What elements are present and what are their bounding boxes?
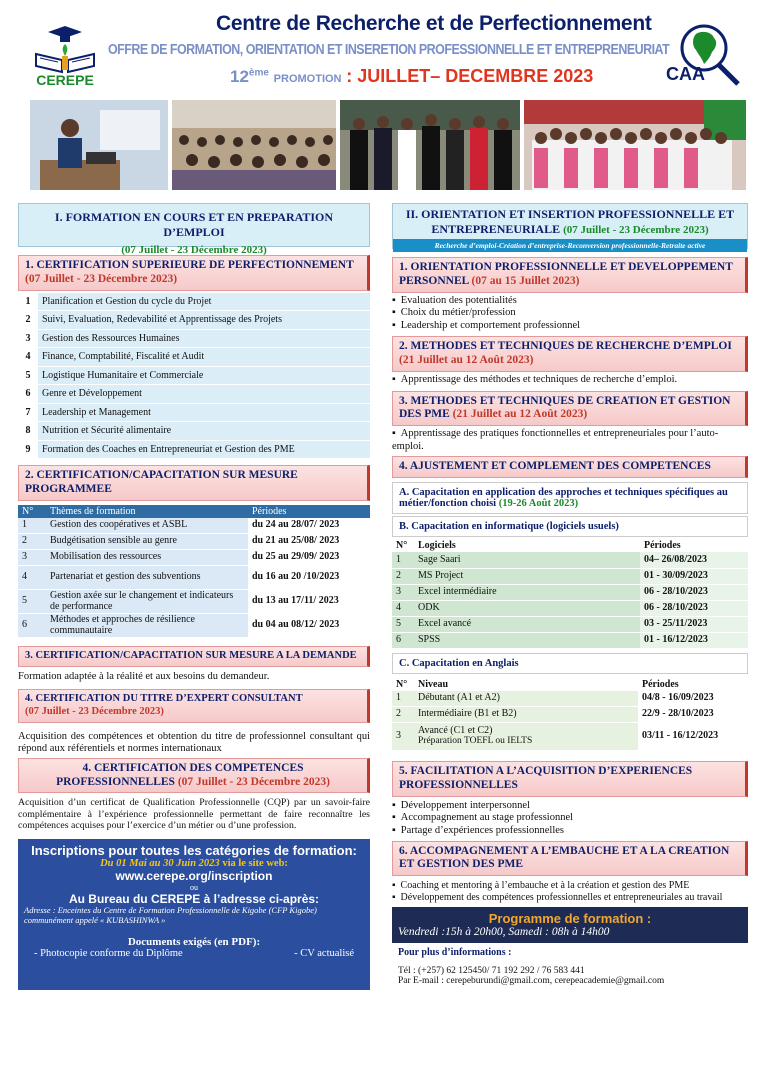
list-item <box>18 367 370 386</box>
doc-diploma: - Photocopie conforme du Diplôme <box>34 947 183 959</box>
right-s5-bullets <box>392 800 748 838</box>
item-text: Genre et Développement <box>42 388 142 400</box>
inscriptions-period-line <box>24 858 364 869</box>
list-item: ▪ Apprentissage des méthodes et techniques de recherche d’emploi. <box>392 374 748 387</box>
left-s3-title-text: 3. CERTIFICATION/CAPACITATION SUR MESURE A LA DEMANDE <box>25 650 357 662</box>
cell-period: du 24 au 28/07/ 2023 <box>248 518 370 534</box>
cell-theme: Mobilisation des ressources <box>46 550 248 566</box>
list-item: ▪ Coaching et mentoring à l’embauche et à la création et gestion des PME <box>392 880 748 892</box>
left-s4-text: Acquisition des compétences et obtention du titre de professionnel consultant qui répond aux référentiels et normes internationaux <box>18 730 370 755</box>
table-row <box>392 616 748 632</box>
right-section-header <box>392 203 748 249</box>
right-s2-bullets <box>392 374 748 387</box>
col-num: N° <box>392 678 414 691</box>
cell-theme: Méthodes et approches de résilience communautaire <box>46 614 248 638</box>
cell-theme: Gestion des coopératives et ASBL <box>46 518 248 534</box>
left-s1-title <box>18 255 370 291</box>
item-num: 8 <box>18 422 38 440</box>
right-s1-title <box>392 257 748 293</box>
table-header <box>392 539 748 552</box>
right-s2-title <box>392 336 748 372</box>
left-s5-title-text: 4. CERTIFICATION DES COMPETENCES PROFESSIONNELLES <box>56 761 304 788</box>
left-s5-text: Acquisition d’un certificat de Qualification Professionnelle (CQP) par un savoir-faire complémentaire à l’expérience professionnelle permettant de faire reconnaître les compétences acquises pour l’exercice d’un métier ou d’une profession. <box>18 797 370 831</box>
cell-num: 1 <box>18 518 46 534</box>
right-s4-c-title: C. Capacitation en Anglais <box>392 653 748 674</box>
cell-theme: Budgétisation sensible au genre <box>46 534 248 550</box>
promotion-line <box>230 66 593 87</box>
table-header <box>18 505 370 518</box>
left-s5-title <box>18 758 370 794</box>
right-section-title: II. ORIENTATION ET INSERTION PROFESSIONNELLE ET ENTREPRENEURIALE <box>405 207 735 236</box>
left-section-title: I. FORMATION EN COURS ET EN PREPARATION D’EMPLOI <box>54 210 334 239</box>
item-text: Formation des Coaches en Entrepreneuriat et Gestion des PME <box>42 443 295 455</box>
cell-software: ODK <box>414 600 640 616</box>
left-s2-title <box>18 465 370 501</box>
level-text: Avancé (C1 et C2) <box>418 724 493 736</box>
cell-num: 3 <box>392 723 414 751</box>
right-s2-title-text: 2. METHODES ET TECHNIQUES DE RECHERCHE D’EMPLOI <box>399 340 732 353</box>
list-item <box>18 311 370 330</box>
list-item: ▪ Apprentissage des pratiques fonctionnelles et entrepreneuriales pour l’auto-emploi. <box>392 428 748 453</box>
right-s4-a-title: A. Capacitation en application des approches et techniques spécifiques au métier/fonction choisi <box>399 487 728 510</box>
table-row <box>392 568 748 584</box>
table-header <box>392 678 748 691</box>
cell-period: du 16 au 20 /10/2023 <box>248 566 370 590</box>
cell-software: Sage Saari <box>414 552 640 568</box>
inscriptions-office: Au Bureau du CEREPE à l’adresse ci-après: <box>68 892 320 907</box>
cell-num: 4 <box>392 600 414 616</box>
left-s4-dates: (07 Juillet - 23 Décembre 2023) <box>25 705 164 717</box>
right-s6-title-text: 6. ACCOMPAGNEMENT A L’EMBAUCHE ET A LA CREATION ET GESTION DES PME <box>399 844 730 871</box>
promo-dates: : JUILLET– DECEMBRE 2023 <box>346 66 594 86</box>
right-section-tagline: Recherche d’emploi-Création d’entreprise-Reconversion professionnelle-Retraite active <box>393 239 747 252</box>
inscriptions-panel <box>18 839 370 990</box>
contact-panel <box>392 943 748 990</box>
list-item: ▪ Choix du métier/profession <box>392 307 748 320</box>
programme-hours: Vendredi :15h à 20h00, Samedi : 08h à 14h00 <box>398 926 610 939</box>
cell-num: 6 <box>18 614 46 638</box>
left-s5-dates: (07 Juillet - 23 Décembre 2023) <box>177 775 330 788</box>
table-row <box>392 632 748 648</box>
col-software: Logiciels <box>414 539 640 552</box>
cell-period: du 04 au 08/12/ 2023 <box>248 614 370 638</box>
table-row <box>392 600 748 616</box>
right-s5-title <box>392 761 748 797</box>
right-column <box>392 203 748 990</box>
docs-row <box>24 948 364 959</box>
cell-level: Intermédiaire (B1 et B2) <box>414 707 638 723</box>
item-text: Gestion des Ressources Humaines <box>42 332 180 344</box>
col-period: Périodes <box>640 539 748 552</box>
cell-num: 6 <box>392 632 414 648</box>
right-s6-title <box>392 841 748 877</box>
left-s4-title <box>18 689 370 722</box>
photo-ceremony <box>524 100 746 190</box>
table-row <box>18 614 370 638</box>
contact-title: Pour plus d’informations : <box>398 947 512 959</box>
list-item <box>18 293 370 312</box>
left-section-header <box>18 203 370 256</box>
cell-period: 04/8 - 16/09/2023 <box>638 691 748 707</box>
right-section-dates: (07 Juillet - 23 Décembre 2023) <box>563 224 709 236</box>
level-subtext: Préparation TOEFL ou IELTS <box>418 736 533 747</box>
programme-panel <box>392 907 748 943</box>
cell-period: 06 - 28/10/2023 <box>640 584 748 600</box>
table-row <box>392 691 748 707</box>
promo-number: 12 <box>230 67 249 86</box>
cell-software: SPSS <box>414 632 640 648</box>
table-row <box>392 584 748 600</box>
header <box>0 0 763 98</box>
cell-period: du 25 au 29/09/ 2023 <box>248 550 370 566</box>
cell-period: du 21 au 25/08/ 2023 <box>248 534 370 550</box>
programme-title: Programme de formation : <box>488 911 652 927</box>
right-s3-title-text: 3. METHODES ET TECHNIQUES DE CREATION ET GESTION DES PME <box>399 394 731 421</box>
list-item: ▪ Evaluation des potentialités <box>392 295 748 308</box>
item-num: 5 <box>18 367 38 385</box>
item-num: 3 <box>18 330 38 348</box>
photo-graduates <box>340 100 520 190</box>
cell-num: 5 <box>18 590 46 614</box>
cerepe-logo <box>26 14 104 92</box>
inscriptions-site-link[interactable]: www.cerepe.org/inscription <box>115 869 273 884</box>
item-text: Planification et Gestion du cycle du Projet <box>42 295 212 307</box>
cell-num: 2 <box>392 707 414 723</box>
address-label: Adresse : <box>24 905 56 916</box>
inscriptions-or: ou <box>190 883 198 893</box>
right-s5-title-text: 5. FACILITATION A L’ACQUISITION D’EXPERIENCES PROFESSIONNELLES <box>399 765 693 791</box>
right-s4-title-text: 4. AJUSTEMENT ET COMPLEMENT DES COMPETENCES <box>399 460 711 473</box>
software-table <box>392 539 748 649</box>
cell-num: 1 <box>392 691 414 707</box>
cell-level <box>414 723 638 751</box>
caa-logo-text: CAA <box>666 64 705 84</box>
item-num: 4 <box>18 348 38 366</box>
table-row <box>392 707 748 723</box>
col-num: N° <box>18 505 46 518</box>
left-s2-table <box>18 505 370 639</box>
cell-num: 5 <box>392 616 414 632</box>
item-text: Finance, Comptabilité, Fiscalité et Audit <box>42 351 205 363</box>
inscriptions-via: via le site web: <box>222 858 288 870</box>
list-item <box>18 441 370 460</box>
table-row <box>18 534 370 550</box>
docs-title: Documents exigés (en PDF): <box>127 935 261 948</box>
table-row <box>392 723 748 751</box>
cell-num: 1 <box>392 552 414 568</box>
page-subtitle: OFFRE DE FORMATION, ORIENTATION ET INSERETION PROFESSIONNELLE ET ENTREPRENEURIAT <box>108 42 670 58</box>
contact-email[interactable]: Par E-mail : cerepeburundi@gmail.com, cerepeacademie@gmail.com <box>398 976 665 987</box>
left-s3-title <box>18 646 370 667</box>
left-s4-title-text: 4. CERTIFICATION DU TITRE D’EXPERT CONSULTANT <box>25 693 303 705</box>
list-item: ▪ Leadership et comportement professionnel <box>392 320 748 333</box>
right-s4-title <box>392 456 748 478</box>
item-num: 2 <box>18 311 38 329</box>
table-row <box>392 552 748 568</box>
right-s1-title-text: 1. ORIENTATION PROFESSIONNELLE ET DEVELOPPEMENT PERSONNEL <box>399 261 733 287</box>
col-period: Périodes <box>248 505 370 518</box>
cell-period: 22/9 - 28/10/2023 <box>638 707 748 723</box>
left-s1-title-text: 1. CERTIFICATION SUPERIEURE DE PERFECTIONNEMENT <box>25 259 354 271</box>
right-s2-dates: (21 Juillet au 12 Août 2023) <box>399 354 534 367</box>
promo-word: PROMOTION <box>273 73 342 85</box>
inscriptions-title: Inscriptions pour toutes les catégories de formation: <box>31 843 357 859</box>
page-title: Centre de Recherche et de Perfectionnement <box>216 12 652 35</box>
promo-sup: ème <box>248 67 269 79</box>
col-level: Niveau <box>414 678 638 691</box>
left-s1-list <box>18 293 370 460</box>
photo-audience <box>172 100 336 190</box>
cell-period: du 13 au 17/11/ 2023 <box>248 590 370 614</box>
left-s1-dates: (07 Juillet - 23 Décembre 2023) <box>25 272 178 285</box>
left-s3-text: Formation adaptée à la réalité et aux besoins du demandeur. <box>18 670 270 682</box>
cell-num: 2 <box>392 568 414 584</box>
right-s4-a-dates: (19-26 Août 2023) <box>498 498 579 510</box>
cell-period: 01 - 30/09/2023 <box>640 568 748 584</box>
right-s4-a <box>392 482 748 514</box>
doc-cv: - CV actualisé <box>294 947 354 959</box>
item-text: Logistique Humanitaire et Commerciale <box>42 369 204 381</box>
item-text: Leadership et Management <box>42 406 151 418</box>
table-row <box>18 590 370 614</box>
cell-theme: Partenariat et gestion des subventions <box>46 566 248 590</box>
item-num: 7 <box>18 404 38 422</box>
cell-level: Débutant (A1 et A2) <box>414 691 638 707</box>
cell-software: Excel avancé <box>414 616 640 632</box>
list-item <box>18 385 370 404</box>
cell-software: MS Project <box>414 568 640 584</box>
left-s2-title-text: 2. CERTIFICATION/CAPACITATION SUR MESURE PROGRAMMEE <box>25 469 298 495</box>
right-s6-bullets <box>392 880 748 904</box>
col-num: N° <box>392 539 414 552</box>
left-section-dates: (07 Juillet - 23 Décembre 2023) <box>121 244 267 256</box>
list-item <box>18 348 370 367</box>
cell-num: 3 <box>392 584 414 600</box>
list-item <box>18 330 370 349</box>
table-row <box>18 518 370 534</box>
list-item <box>18 422 370 441</box>
table-row <box>18 566 370 590</box>
right-s3-dates: (21 Juillet au 12 Août 2023) <box>452 408 588 421</box>
right-s3-title <box>392 391 748 427</box>
cell-period: 03/11 - 16/12/2023 <box>638 723 748 751</box>
table-row <box>18 550 370 566</box>
caa-logo <box>662 22 748 94</box>
inscriptions-period: Du 01 Mai au 30 Juin 2023 <box>100 858 220 870</box>
col-period: Périodes <box>638 678 748 691</box>
item-text: Nutrition et Sécurité alimentaire <box>42 425 172 437</box>
list-item: ▪ Développement des compétences professionnelles et entrepreneuriales au travail <box>392 892 748 904</box>
right-s1-bullets <box>392 295 748 333</box>
list-item: ▪ Accompagnement au stage professionnel <box>392 812 748 825</box>
cell-software: Excel intermédiaire <box>414 584 640 600</box>
list-item <box>18 404 370 423</box>
cell-period: 06 - 28/10/2023 <box>640 600 748 616</box>
address-text: Enceintes du Centre de Formation Professionnelle de Kigobe (CFP Kigobe) communément appelé « KUBASHINWA » <box>24 905 317 925</box>
cerepe-logo-text: CEREPE <box>36 72 94 88</box>
cell-num: 3 <box>18 550 46 566</box>
item-num: 1 <box>18 293 38 311</box>
col-theme: Thèmes de formation <box>46 505 248 518</box>
cell-period: 03 - 25/11/2023 <box>640 616 748 632</box>
cell-period: 01 - 16/12/2023 <box>640 632 748 648</box>
item-text: Suivi, Evaluation, Redevabilité et Apprentissage des Projets <box>42 314 282 326</box>
right-s1-dates: (07 au 15 Juillet 2023) <box>471 274 580 287</box>
inscriptions-address <box>24 906 364 926</box>
cell-theme: Gestion axée sur le changement et indicateurs de performance <box>46 590 248 614</box>
cell-num: 4 <box>18 566 46 590</box>
right-s3-bullets <box>392 428 748 453</box>
photo-trainer <box>30 100 168 190</box>
left-column <box>18 203 370 990</box>
right-s4-b-title: B. Capacitation en informatique (logiciels usuels) <box>392 516 748 537</box>
contact-phone[interactable]: Tél : (+257) 62 125450/ 71 192 292 / 76 583 441 <box>398 966 585 977</box>
english-table <box>392 678 748 752</box>
list-item: ▪ Partage d’expériences professionnelles <box>392 825 748 838</box>
list-item: ▪ Développement interpersonnel <box>392 800 748 813</box>
cell-period: 04– 26/08/2023 <box>640 552 748 568</box>
cell-num: 2 <box>18 534 46 550</box>
photo-strip <box>30 100 746 190</box>
item-num: 6 <box>18 385 38 403</box>
item-num: 9 <box>18 441 38 459</box>
